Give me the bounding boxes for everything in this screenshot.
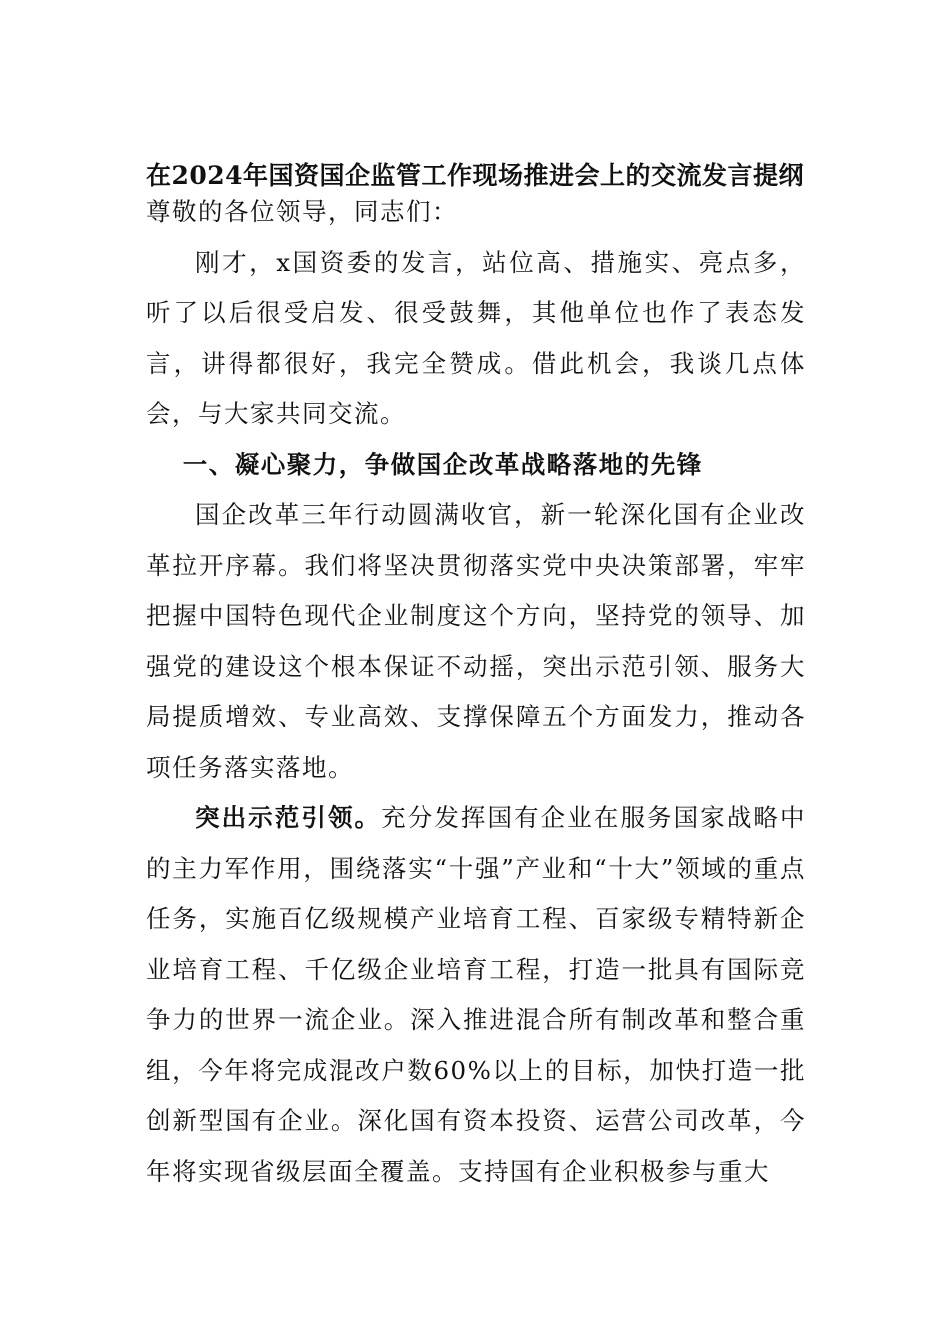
paragraph-lead: 突出示范引领。 (195, 803, 382, 832)
salutation: 尊敬的各位领导，同志们： (146, 197, 458, 226)
paragraph-text: 充分发挥国有企业在服务国家战略中的主力军作用，围绕落实“十强”产业和“十大”领域的重点任务，实施百亿级规模产业培育工程、百家级专精特新企业培育工程、千亿级企业培育工程，打造一批具有国际竞争力的世界一流企业。深入推进混合所有制改革和整合重组，今年将完成混改户数60%以上的目标，加快打造一批创新型国有企业。深化国有资本投资、运营公司改革，今年将实现省级层面全覆盖。支持国有企业积极参与重大 (146, 803, 807, 1186)
document-title: 在2024年国资国企监管工作现场推进会上的交流发言提纲 (145, 161, 805, 190)
intro-paragraph: 刚才，x国资委的发言，站位高、措施实、亮点多，听了以后很受启发、很受鼓舞，其他单位也作了表态发言，讲得都很好，我完全赞成。借此机会，我谈几点体会，与大家共同交流。 (146, 247, 806, 428)
body-paragraph: 国企改革三年行动圆满收官，新一轮深化国有企业改革拉开序幕。我们将坚决贯彻落实党中央决策部署，牢牢把握中国特色现代企业制度这个方向，坚持党的领导、加强党的建设这个根本保证不动摇，突出示范引领、服务大局提质增效、专业高效、支撑保障五个方面发力，推动各项任务落实落地。 (146, 500, 806, 782)
section-heading: 一、凝心聚力，争做国企改革战略落地的先锋 (182, 449, 703, 479)
document-body (146, 187, 806, 1197)
body-paragraph-with-lead (146, 793, 806, 1197)
